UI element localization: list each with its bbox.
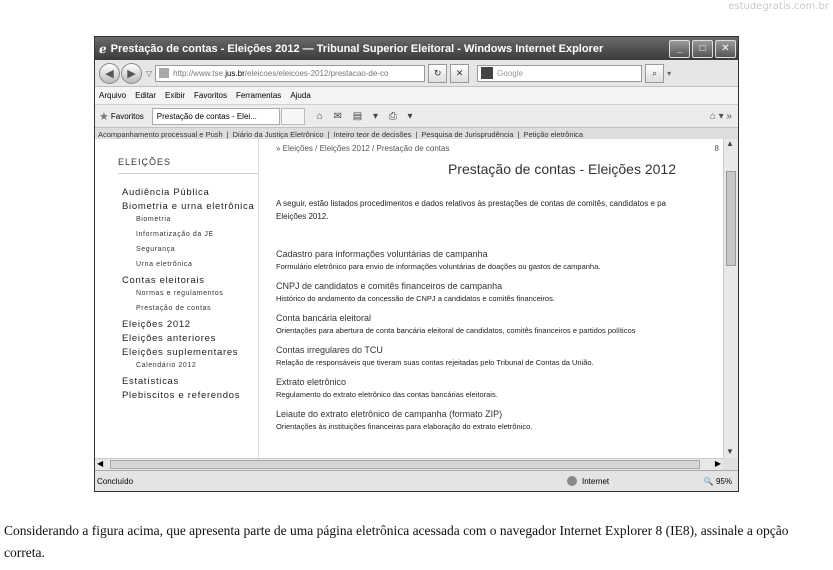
link-diario[interactable]: Diário da Justiça Eletrônico	[232, 130, 324, 139]
star-icon[interactable]: ★	[99, 110, 109, 123]
sidebar-subitem[interactable]: Prestação de contas	[136, 305, 212, 312]
intro-line-2: Eleições 2012.	[276, 212, 329, 221]
title-bar	[95, 37, 738, 60]
sidebar-subitem[interactable]: Biometria	[136, 216, 171, 223]
section-description: Relação de responsáveis que tiveram suas contas rejeitadas pelo Tribunal de Contas da União.	[276, 358, 594, 367]
section-link[interactable]: Extrato eletrônico	[276, 377, 347, 387]
close-button[interactable]: ✕	[715, 40, 736, 58]
history-dropdown-icon[interactable]: ▽	[146, 68, 153, 78]
page-content	[95, 139, 723, 458]
scroll-corner	[723, 458, 738, 470]
main-content	[276, 139, 723, 458]
question-text: Considerando a figura acima, que apresenta parte de uma página eletrônica acessada com o navegador Internet Explorer 8 (IE8), assinale a opção correta.	[4, 523, 789, 560]
intro-text	[276, 197, 723, 223]
menu-favoritos[interactable]: Favoritos	[194, 91, 227, 100]
favorites-bar	[95, 105, 738, 128]
section-link[interactable]: CNPJ de candidatos e comitês financeiros de campanha	[276, 281, 503, 291]
sidebar-subitem[interactable]: Calendário 2012	[136, 362, 197, 369]
section-description: Regulamento do extrato eletrônico das contas bancárias eleitorais.	[276, 390, 498, 399]
intro-line-1: A seguir, estão listados procedimentos e dados relativos às prestações de contas de comitês, candidatos e pa	[276, 199, 667, 208]
section-link[interactable]: Leiaute do extrato eletrônico de campanha (formato ZIP)	[276, 409, 503, 419]
watermark: estudegratis.com.br	[728, 1, 829, 12]
sidebar-subitem[interactable]: Informatização da JE	[136, 231, 214, 238]
sidebar-item[interactable]: Audiência Pública	[122, 187, 210, 198]
section-description: Histórico do andamento da concessão de CNPJ a candidatos e comitês financeiros.	[276, 294, 555, 303]
url-suffix: /eleicoes/eleicoes-2012/prestacao-de-co	[244, 68, 389, 78]
section-link[interactable]: Conta bancária eleitoral	[276, 313, 372, 323]
section-description: Orientações às instituições financeiras para elaboração do extrato eletrônico.	[276, 422, 533, 431]
globe-icon	[567, 476, 577, 486]
section-description: Orientações para abertura de conta bancária eleitoral de candidatos, comitês financeiros e partidos políticos	[276, 326, 636, 335]
sidebar-item[interactable]: Biometria e urna eletrônica	[122, 201, 255, 212]
sidebar-item[interactable]: Eleições 2012	[122, 319, 191, 330]
search-provider-icon	[481, 67, 493, 79]
browser-window	[94, 36, 739, 492]
sidebar-list	[122, 187, 258, 401]
security-zone[interactable]	[567, 476, 657, 486]
refresh-button[interactable]: ↻	[428, 64, 447, 83]
menu-bar	[95, 87, 738, 105]
page-indicator: 8	[714, 144, 719, 153]
vertical-scroll-thumb[interactable]	[726, 171, 736, 266]
stop-button[interactable]: ✕	[450, 64, 469, 83]
menu-arquivo[interactable]: Arquivo	[99, 91, 127, 100]
scroll-right-icon[interactable]: ▶	[714, 459, 721, 468]
forward-button[interactable]: ▶	[121, 63, 142, 84]
section-link[interactable]: Contas irregulares do TCU	[276, 345, 383, 355]
zone-label: Internet	[582, 476, 610, 486]
sections-list	[276, 249, 723, 431]
vertical-scrollbar[interactable]	[723, 139, 738, 458]
page-title: Prestação de contas - Eleições 2012	[447, 161, 676, 177]
address-row	[95, 60, 738, 87]
minimize-button[interactable]: _	[669, 40, 690, 58]
link-jurisprudencia[interactable]: Pesquisa de Jurisprudência	[421, 130, 514, 139]
command-bar-icons[interactable]: ⌂ ✉ ▤ ▾ ⎙ ▾	[316, 110, 417, 122]
sidebar-item[interactable]: Eleições suplementares	[122, 347, 239, 358]
scroll-down-icon[interactable]: ▼	[726, 447, 734, 456]
horizontal-scroll-thumb[interactable]	[110, 460, 700, 469]
sidebar-subitem[interactable]: Urna eletrônica	[136, 261, 193, 268]
breadcrumb[interactable]: » Eleições / Eleições 2012 / Prestação de contas	[276, 144, 450, 153]
sidebar	[113, 139, 259, 458]
link-inteiro-teor[interactable]: Inteiro teor de decisões	[333, 130, 412, 139]
section-link[interactable]: Cadastro para informações voluntárias de campanha	[276, 249, 488, 259]
back-button[interactable]: ◀	[99, 63, 120, 84]
sidebar-subitem[interactable]: Normas e regulamentos	[136, 290, 224, 297]
scroll-left-icon[interactable]: ◀	[97, 459, 104, 468]
status-text: Concluído	[97, 476, 134, 486]
zoom-level[interactable]: 🔍 95%	[703, 476, 732, 486]
sidebar-heading: ELEIÇÕES	[118, 157, 258, 174]
ie-logo-icon: ℯ	[99, 41, 107, 56]
new-tab-button[interactable]	[281, 108, 305, 125]
sidebar-item[interactable]: Plebiscitos e referendos	[122, 390, 241, 401]
menu-exibir[interactable]: Exibir	[165, 91, 186, 100]
favorites-button[interactable]: Favoritos	[110, 111, 144, 121]
tab-title: Prestação de contas - Elei...	[156, 111, 257, 121]
tab-prestacao[interactable]	[152, 108, 280, 125]
search-placeholder: Google	[497, 68, 523, 78]
window-title: Prestação de contas - Eleições 2012 — Tribunal Superior Eleitoral - Windows Internet Explorer	[110, 42, 604, 55]
maximize-button[interactable]: □	[692, 40, 713, 58]
page-icon	[159, 68, 169, 78]
address-input[interactable]	[155, 65, 425, 82]
sidebar-subitem[interactable]: Segurança	[136, 246, 176, 253]
site-link-bar: Acompanhamento processual e Push | Diário da Justiça Eletrônico | Inteiro teor de decisões | Pesquisa de Jurisprudência | Petição eletrônica	[95, 128, 738, 142]
search-button[interactable]: ⌕	[645, 64, 664, 83]
menu-ferramentas[interactable]: Ferramentas	[235, 91, 282, 100]
scroll-up-icon[interactable]: ▲	[726, 139, 734, 148]
search-input[interactable]	[477, 65, 642, 82]
section-description: Formulário eletrônico para envio de informações voluntárias de doações ou gastos de campanha.	[276, 262, 601, 271]
sidebar-item[interactable]: Eleições anteriores	[122, 333, 217, 344]
menu-ajuda[interactable]: Ajuda	[290, 91, 311, 100]
url-domain: jus.br	[225, 68, 245, 78]
page-tools-icon[interactable]: ⌂ ▾ »	[709, 110, 732, 122]
menu-editar[interactable]: Editar	[135, 91, 157, 100]
url-prefix: http://www.tse.	[173, 68, 226, 78]
status-bar	[95, 470, 738, 491]
sidebar-item[interactable]: Estatísticas	[122, 376, 179, 387]
link-peticao[interactable]: Petição eletrônica	[523, 130, 584, 139]
link-acompanhamento[interactable]: Acompanhamento processual e Push	[98, 130, 223, 139]
sidebar-item[interactable]: Contas eleitorais	[122, 275, 205, 286]
search-options-icon[interactable]: ▾	[667, 68, 672, 78]
